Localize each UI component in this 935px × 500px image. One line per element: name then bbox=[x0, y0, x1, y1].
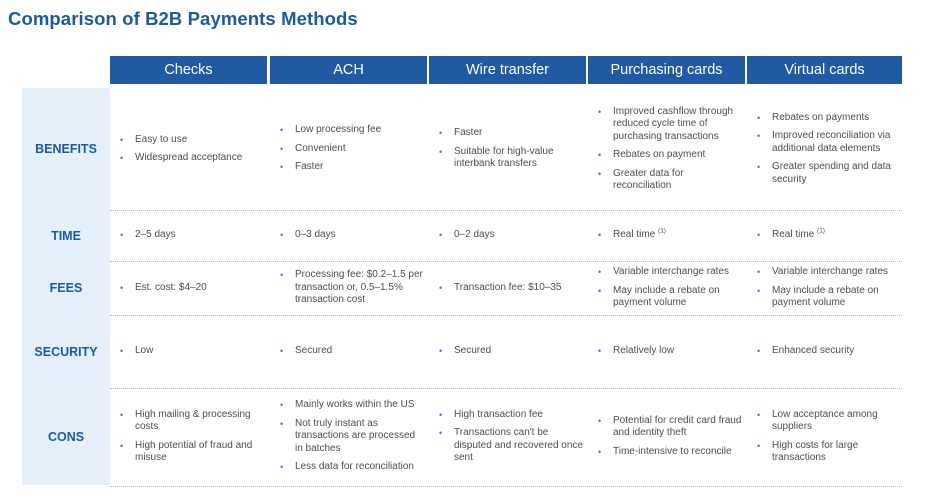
list-item bbox=[277, 269, 424, 307]
list-item bbox=[436, 146, 583, 171]
list-item bbox=[277, 461, 424, 474]
cell-cons-wire-transfer bbox=[429, 388, 587, 485]
bullet-icon: • bbox=[757, 112, 761, 123]
list-item bbox=[754, 345, 899, 358]
list-item-text: Potential for credit card fraud and identity theft bbox=[613, 414, 742, 439]
bullet-icon: • bbox=[280, 346, 284, 357]
list-item-text: Low bbox=[135, 345, 154, 357]
list-item bbox=[117, 134, 264, 147]
column-header-ach: ACH bbox=[270, 56, 427, 84]
list-item bbox=[595, 285, 742, 310]
list-item bbox=[277, 399, 424, 412]
list-item-text: Rebates on payments bbox=[772, 111, 870, 123]
list-item bbox=[436, 229, 583, 242]
cell-cons-purchasing-cards bbox=[588, 388, 746, 485]
cell-security-purchasing-cards bbox=[588, 315, 746, 388]
bullet-icon: • bbox=[439, 146, 443, 157]
cell-fees-purchasing-cards bbox=[588, 261, 746, 315]
list-item-text: Suitable for high-value interbank transfers bbox=[454, 145, 554, 170]
list-item-text: Faster bbox=[454, 127, 483, 139]
list-item bbox=[277, 229, 424, 242]
list-item bbox=[277, 345, 424, 358]
bullet-icon: • bbox=[280, 400, 284, 411]
list-item bbox=[277, 418, 424, 456]
footnote-marker: (1) bbox=[817, 227, 825, 235]
bullet-icon: • bbox=[598, 168, 602, 179]
cell-time-virtual-cards bbox=[747, 210, 903, 261]
list-item-text: Enhanced security bbox=[772, 345, 855, 357]
list-item bbox=[436, 427, 583, 465]
list-item-text: May include a rebate on payment volume bbox=[613, 284, 720, 309]
cell-cons-ach bbox=[270, 388, 428, 485]
bullet-icon: • bbox=[757, 162, 761, 173]
bullet-icon: • bbox=[757, 131, 761, 142]
bullet-icon: • bbox=[439, 128, 443, 139]
cell-cons-checks bbox=[110, 388, 268, 485]
cell-benefits-virtual-cards bbox=[747, 88, 903, 210]
list-item bbox=[754, 409, 899, 434]
bullet-icon: • bbox=[757, 285, 761, 296]
bullet-icon: • bbox=[120, 440, 124, 451]
row-label-cons: CONS bbox=[47, 429, 85, 444]
bullet-icon: • bbox=[120, 409, 124, 420]
cell-fees-ach bbox=[270, 261, 428, 315]
row-divider bbox=[110, 486, 902, 487]
list-item-text: High costs for large transactions bbox=[772, 439, 859, 463]
list-item-text: Low acceptance among suppliers bbox=[772, 408, 878, 432]
list-item bbox=[595, 446, 742, 459]
cell-security-wire-transfer bbox=[429, 315, 587, 388]
list-item-text: 0–2 days bbox=[454, 229, 495, 241]
cell-security-ach bbox=[270, 315, 428, 388]
list-item bbox=[436, 127, 583, 140]
list-item-text: Est. cost: $4–20 bbox=[135, 281, 207, 293]
column-header-purchasing-cards: Purchasing cards bbox=[588, 56, 745, 84]
list-item-text: Greater spending and data security bbox=[772, 161, 891, 185]
bullet-icon: • bbox=[598, 230, 602, 241]
list-item bbox=[595, 168, 742, 193]
row-label-security: SECURITY bbox=[34, 344, 98, 359]
list-item bbox=[277, 124, 424, 137]
bullet-icon: • bbox=[280, 143, 284, 154]
list-item bbox=[117, 409, 264, 434]
list-item bbox=[595, 106, 742, 144]
list-item-text: Convenient bbox=[295, 142, 346, 154]
column-header-checks: Checks bbox=[110, 56, 267, 84]
cell-benefits-wire-transfer bbox=[429, 88, 587, 210]
bullet-icon: • bbox=[120, 282, 124, 293]
list-item bbox=[436, 409, 583, 422]
footnote-marker: (1) bbox=[658, 227, 666, 235]
list-item-text: Low processing fee bbox=[295, 124, 382, 136]
list-item-text: Easy to use bbox=[135, 133, 188, 145]
column-header-virtual-cards: Virtual cards bbox=[747, 56, 902, 84]
bullet-icon: • bbox=[439, 428, 443, 438]
list-item-text: Improved reconciliation via additional data elements bbox=[772, 130, 891, 154]
list-item bbox=[754, 440, 899, 465]
bullet-icon: • bbox=[439, 230, 443, 241]
list-item-text: Widespread acceptance bbox=[135, 152, 243, 163]
bullet-icon: • bbox=[598, 415, 602, 426]
list-item bbox=[595, 229, 742, 242]
list-item bbox=[436, 282, 583, 295]
bullet-icon: • bbox=[280, 230, 284, 241]
list-item bbox=[117, 152, 264, 165]
cell-benefits-ach bbox=[270, 88, 428, 210]
bullet-icon: • bbox=[439, 409, 443, 420]
bullet-icon: • bbox=[120, 134, 124, 145]
list-item-text: Faster bbox=[295, 161, 324, 173]
bullet-icon: • bbox=[598, 446, 602, 457]
cell-fees-wire-transfer bbox=[429, 261, 587, 315]
list-item bbox=[117, 345, 264, 358]
bullet-icon: • bbox=[598, 285, 602, 296]
list-item-text: Rebates on payment bbox=[613, 149, 706, 160]
bullet-icon: • bbox=[757, 440, 761, 451]
list-item-text: High potential of fraud and misuse bbox=[135, 439, 253, 463]
list-item bbox=[595, 345, 742, 358]
cell-time-ach bbox=[270, 210, 428, 261]
list-item bbox=[117, 440, 264, 465]
cell-fees-virtual-cards bbox=[747, 261, 903, 315]
cell-security-checks bbox=[110, 315, 268, 388]
list-item-text: Improved cashflow through reduced cycle time of purchasing transactions bbox=[613, 105, 734, 142]
cell-benefits-purchasing-cards bbox=[588, 88, 746, 210]
bullet-icon: • bbox=[280, 418, 284, 429]
list-item bbox=[754, 229, 899, 242]
bullet-icon: • bbox=[120, 230, 124, 241]
page-title: Comparison of B2B Payments Methods bbox=[8, 8, 358, 29]
cell-time-purchasing-cards bbox=[588, 210, 746, 261]
cell-security-virtual-cards bbox=[747, 315, 903, 388]
bullet-icon: • bbox=[598, 106, 602, 117]
bullet-icon: • bbox=[280, 270, 284, 281]
list-item bbox=[595, 415, 742, 440]
list-item bbox=[117, 282, 264, 295]
list-item bbox=[754, 266, 899, 279]
bullet-icon: • bbox=[120, 346, 124, 357]
row-label-fees: FEES bbox=[49, 281, 83, 295]
list-item-text: Variable interchange rates bbox=[613, 266, 729, 278]
list-item bbox=[754, 285, 899, 310]
bullet-icon: • bbox=[280, 125, 284, 136]
list-item-text: Secured bbox=[454, 345, 492, 357]
list-item bbox=[595, 149, 742, 162]
bullet-icon: • bbox=[598, 150, 602, 160]
list-item-text: Secured bbox=[295, 345, 333, 357]
bullet-icon: • bbox=[280, 462, 284, 473]
row-label-time: TIME bbox=[51, 228, 81, 243]
list-item-text: Greater data for reconciliation bbox=[613, 167, 684, 191]
list-item-text: Not truly instant as transactions are processed in batches bbox=[295, 417, 416, 454]
list-item bbox=[754, 112, 899, 125]
list-item-text: 2–5 days bbox=[135, 229, 176, 241]
bullet-icon: • bbox=[757, 230, 761, 241]
list-item-text: Time-intensive to reconcile bbox=[613, 445, 732, 457]
bullet-icon: • bbox=[280, 162, 284, 173]
list-item bbox=[754, 130, 899, 155]
bullet-icon: • bbox=[757, 346, 761, 357]
column-header-wire-transfer: Wire transfer bbox=[429, 56, 586, 84]
bullet-icon: • bbox=[757, 267, 761, 278]
list-item bbox=[436, 345, 583, 358]
list-item bbox=[754, 161, 899, 186]
list-item-text: Processing fee: $0.2–1.5 per transaction or, 0.5–1.5% transaction cost bbox=[295, 269, 423, 306]
bullet-icon: • bbox=[439, 346, 443, 357]
list-item-text: Relatively low bbox=[613, 345, 675, 357]
cell-cons-virtual-cards bbox=[747, 388, 903, 485]
list-item-text: Transaction fee: $10–35 bbox=[454, 281, 562, 293]
cell-time-wire-transfer bbox=[429, 210, 587, 261]
cell-fees-checks bbox=[110, 261, 268, 315]
list-item-text: Real time bbox=[613, 229, 656, 241]
bullet-icon: • bbox=[439, 282, 443, 293]
row-label-benefits: BENEFITS bbox=[35, 142, 97, 156]
list-item bbox=[277, 161, 424, 174]
list-item-text: May include a rebate on payment volume bbox=[772, 284, 879, 309]
list-item-text: Mainly works within the US bbox=[295, 399, 415, 411]
list-item-text: High mailing & processing costs bbox=[135, 408, 251, 432]
list-item-text: Variable interchange rates bbox=[772, 266, 888, 278]
bullet-icon: • bbox=[120, 153, 124, 163]
list-item-text: Real time bbox=[772, 229, 815, 241]
cell-benefits-checks bbox=[110, 88, 268, 210]
list-item-text: 0–3 days bbox=[295, 229, 336, 241]
list-item-text: Less data for reconciliation bbox=[295, 461, 414, 473]
list-item bbox=[595, 266, 742, 279]
bullet-icon: • bbox=[598, 346, 602, 357]
list-item bbox=[117, 229, 264, 242]
bullet-icon: • bbox=[598, 267, 602, 278]
list-item-text: High transaction fee bbox=[454, 408, 543, 420]
list-item-text: Transactions can't be disputed and recovered once sent bbox=[454, 427, 583, 463]
bullet-icon: • bbox=[757, 409, 761, 420]
list-item bbox=[277, 143, 424, 156]
cell-time-checks bbox=[110, 210, 268, 261]
